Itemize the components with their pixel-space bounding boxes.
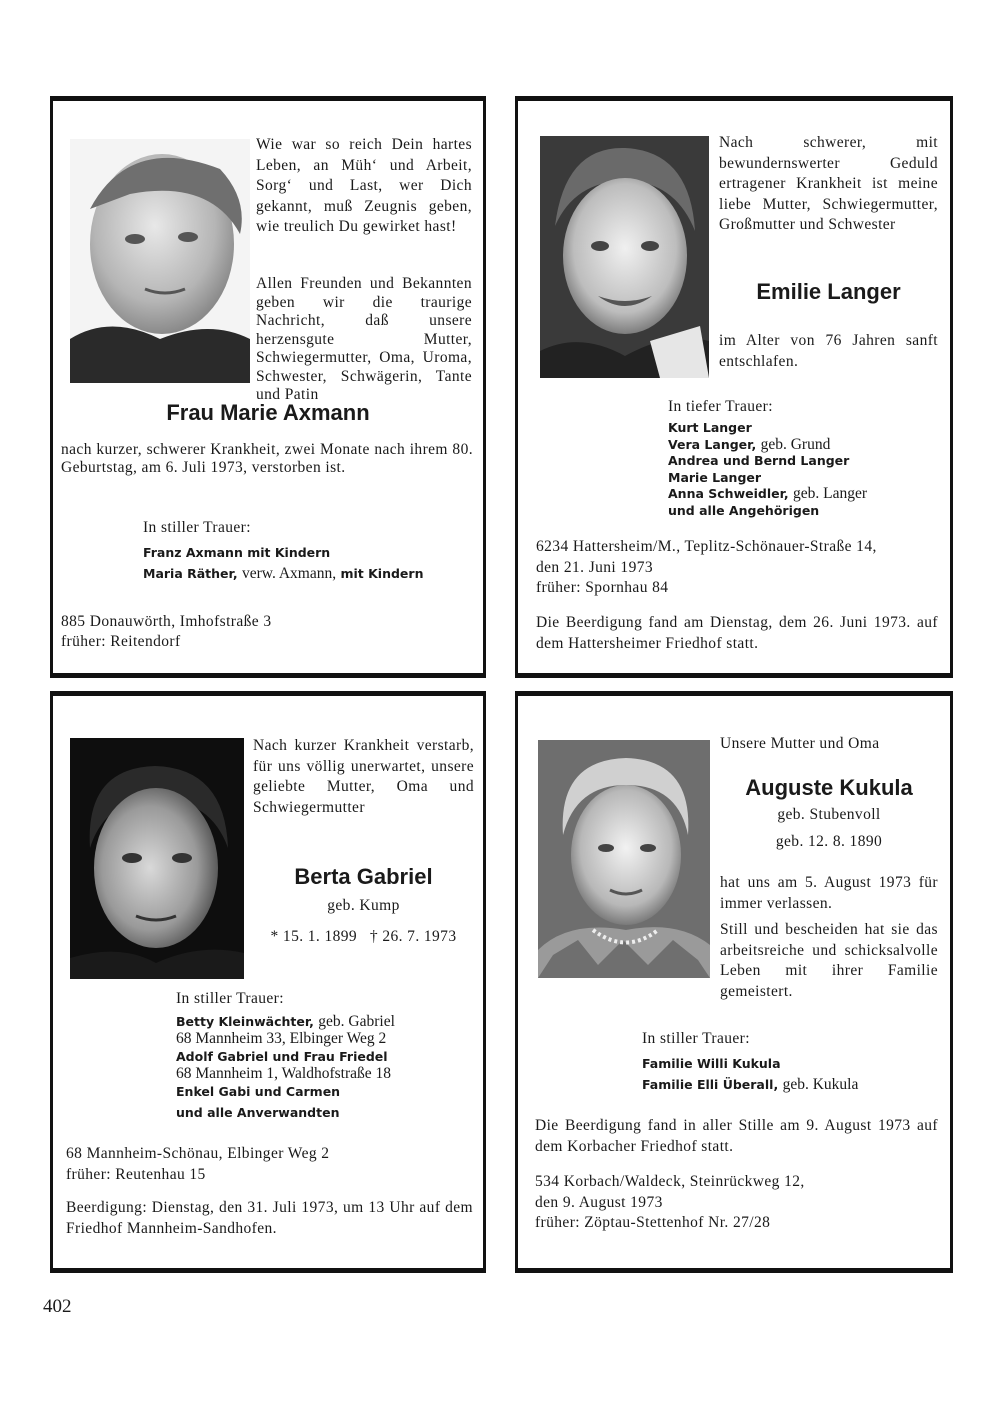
mourner-line: Adolf Gabriel und Frau Friedel <box>176 1049 388 1064</box>
portrait-photo <box>540 136 709 378</box>
intro-text: Nach schwerer, mit bewundernswerter Geduld ertragener Krankheit ist meine liebe Mutter, Schwiegermutter, Großmutter und Schwester <box>719 134 938 233</box>
mourner-name: Vera Langer, <box>668 436 757 452</box>
mourner-line: Kurt Langer <box>668 420 752 435</box>
mourner-line: Familie Willi Kukula <box>642 1056 781 1071</box>
address <box>536 537 877 599</box>
deceased-name: Emilie Langer <box>756 279 901 304</box>
mourner-name: Anna Schweidler, <box>668 486 789 501</box>
mourners-list <box>143 545 423 582</box>
mourner-address: 68 Mannheim 1, Waldhofstraße 18 <box>176 1064 391 1082</box>
mourners-list <box>668 420 867 519</box>
mourner-line: Andrea und Bernd Langer <box>668 453 850 468</box>
deceased-name: Auguste Kukula <box>745 775 913 800</box>
deceased-name: Frau Marie Axmann <box>166 400 370 425</box>
mourner-line: Franz Axmann mit Kindern <box>143 545 331 560</box>
mourner-line: und alle Anverwandten <box>176 1104 340 1120</box>
address-line: 6234 Hattersheim/M., Teplitz-Schönauer-Straße 14, <box>536 538 877 555</box>
address-date: den 9. August 1973 <box>535 1193 663 1211</box>
mourner-line: und alle Angehörigen <box>668 502 820 518</box>
maiden-name: geb. Stubenvoll <box>777 806 881 823</box>
mourner-note: geb. Grund <box>760 435 831 453</box>
obituary-auguste-kukula <box>515 691 953 1273</box>
age-text: im Alter von 76 Jahren sanft entschlafen. <box>719 332 938 370</box>
deceased-name: Berta Gabriel <box>294 864 433 889</box>
mourning-label: In tiefer Trauer: <box>668 398 773 415</box>
memorial-verse: Wie war so reich Dein hartes Leben, an Müh‘ und Arbeit, Sorg‘ und Last, wer Dich gekannt, muß Zeugnis geben, wie treulich Du gewirket hast! <box>256 136 472 235</box>
life-text: Still und bescheiden hat sie das arbeitsreiche und schicksalvolle Leben mit ihrer Familie gemeistert. <box>720 921 938 1000</box>
birth-date: geb. 12. 8. 1890 <box>775 833 883 850</box>
former-residence: früher: Reitendorf <box>61 633 181 650</box>
funeral-info: Die Beerdigung fand am Dienstag, dem 26. Juni 1973. auf dem Hattersheimer Friedhof statt. <box>536 614 938 652</box>
address: 885 Donauwörth, Imhofstraße 3 <box>61 613 272 630</box>
intro-text: Nach kurzer Krankheit verstarb, für uns völlig unerwartet, unsere geliebte Mutter, Oma und Schwiegermutter <box>253 737 474 816</box>
mourner-name: Maria Räther, <box>143 565 238 581</box>
portrait-photo <box>538 740 710 978</box>
mourning-label: In stiller Trauer: <box>176 990 284 1007</box>
mourner-address: 68 Mannheim 33, Elbinger Weg 2 <box>176 1029 387 1047</box>
death-details: nach kurzer, schwerer Krankheit, zwei Monate nach ihrem 80. Geburtstag, am 6. Juli 1973, verstorben ist. <box>61 441 473 476</box>
address: 68 Mannheim-Schönau, Elbinger Weg 2 <box>66 1145 330 1162</box>
former-residence: früher: Zöptau-Stettenhof Nr. 27/28 <box>535 1214 771 1231</box>
portrait-photo <box>70 139 250 383</box>
mourner-line: Marie Langer <box>668 469 762 485</box>
mourner-note: verw. Axmann, <box>241 564 337 582</box>
page-number: 402 <box>43 1296 72 1317</box>
mourner-name: Familie Elli Überall, <box>642 1076 779 1092</box>
portrait-photo <box>70 738 244 979</box>
mourner-note: geb. Langer <box>793 485 868 502</box>
mourner-line: Enkel Gabi und Carmen <box>176 1084 341 1099</box>
address-date: den 21. Juni 1973 <box>536 558 654 576</box>
funeral-info: Die Beerdigung fand in aller Stille am 9. August 1973 auf dem Korbacher Friedhof statt. <box>535 1117 938 1155</box>
mourner-note: geb. Gabriel <box>318 1013 395 1030</box>
mourner-name: Betty Kleinwächter, <box>176 1014 314 1029</box>
address-line: 534 Korbach/Waldeck, Steinrückweg 12, <box>535 1173 805 1190</box>
address <box>535 1172 805 1234</box>
mourner-suffix: mit Kindern <box>340 565 424 581</box>
maiden-name: geb. Kump <box>327 897 400 914</box>
mourner-note: geb. Kukula <box>782 1075 859 1093</box>
obituary-marie-axmann <box>50 96 486 678</box>
obituary-berta-gabriel <box>50 691 486 1273</box>
mourning-label: In stiller Trauer: <box>143 519 251 536</box>
announcement-text: Allen Freunden und Bekannten geben wir die traurige Nachricht, daß unsere herzensgute Mutter, Schwiegermutter, Oma, Uroma, Schwester, Schwägerin, Tante und Patin <box>256 275 472 403</box>
mourners-list <box>176 1014 395 1121</box>
intro-text: Unsere Mutter und Oma <box>720 735 880 752</box>
passing-text: hat uns am 5. August 1973 für immer verlassen. <box>720 874 938 912</box>
funeral-info: Beerdigung: Dienstag, den 31. Juli 1973, um 13 Uhr auf dem Friedhof Mannheim-Sandhofen. <box>66 1199 473 1237</box>
mourners-list <box>642 1056 858 1093</box>
obituary-emilie-langer <box>515 96 953 678</box>
mourning-label: In stiller Trauer: <box>642 1030 750 1047</box>
life-dates: * 15. 1. 1899 † 26. 7. 1973 <box>270 928 457 945</box>
former-residence: früher: Spornhau 84 <box>536 579 669 596</box>
former-residence: früher: Reutenhau 15 <box>66 1166 206 1183</box>
